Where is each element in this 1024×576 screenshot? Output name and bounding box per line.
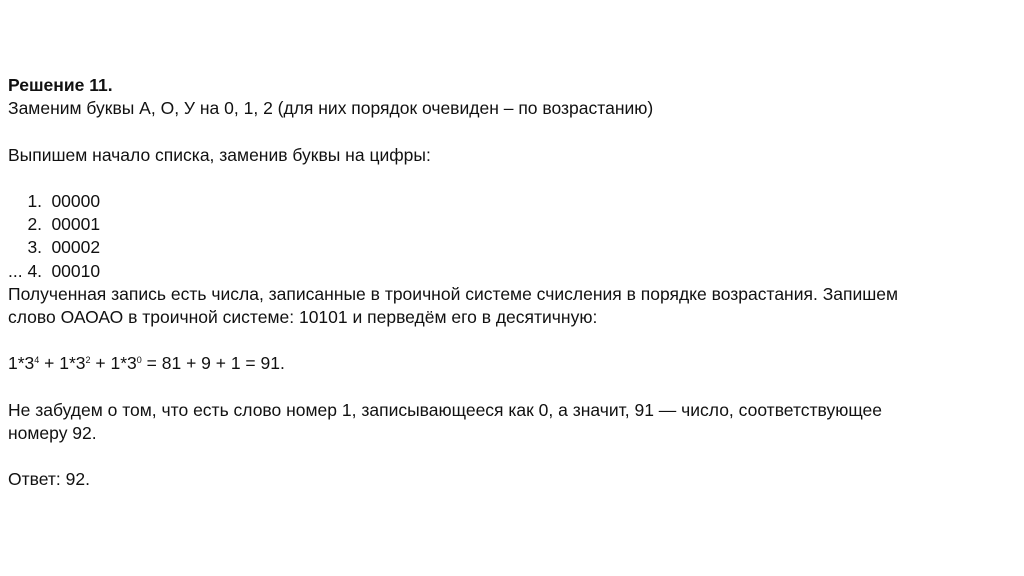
note-line-1: Не забудем о том, что есть слово номер 1, записывающееся как 0, а значит, 91 — число, соответствующее xyxy=(8,399,882,420)
list-ellipsis: ... xyxy=(8,260,23,281)
spacer xyxy=(8,375,1008,398)
intro-text: Заменим буквы А, О, У на 0, 1, 2 (для них порядок очевиден – по возрастанию) xyxy=(8,98,654,119)
formula xyxy=(8,352,1008,375)
list-item xyxy=(8,167,1008,211)
formula-exponent: 2 xyxy=(85,355,91,366)
list-item xyxy=(8,190,1008,235)
explanation-line-2: слово ОАОАО в троичной системе: 10101 и перведём его в десятичную: xyxy=(8,306,598,327)
list-item-number: 3. xyxy=(27,237,43,258)
solution-title: Решение 11. xyxy=(8,75,113,95)
explanation-line-1: Полученная запись есть числа, записанные в троичной системе счисления в порядке возрастания. Запишем xyxy=(8,283,899,304)
list-item-number: 1. xyxy=(27,190,43,211)
list-item-number: 2. xyxy=(27,214,43,235)
list-item-value: 00000 xyxy=(51,190,101,211)
spacer xyxy=(8,445,1008,468)
list-item xyxy=(8,236,1008,281)
formula-term: + 1*3 xyxy=(90,353,137,374)
formula-exponent: 0 xyxy=(136,355,142,366)
list-intro-text: Выпишем начало списка, заменив буквы на цифры: xyxy=(8,144,431,165)
list-item-number: 4. xyxy=(27,260,43,281)
formula-term: 1*3 xyxy=(8,353,35,374)
note-line-2: номеру 92. xyxy=(8,422,97,443)
formula-result: = 81 + 9 + 1 = 91. xyxy=(141,353,285,374)
formula-term: + 1*3 xyxy=(39,353,86,374)
list-item xyxy=(8,213,1008,258)
list-item-value: 00010 xyxy=(51,260,101,281)
formula-exponent: 4 xyxy=(34,355,40,366)
answer-text: Ответ: 92. xyxy=(8,469,90,490)
list-item-value: 00002 xyxy=(51,237,101,258)
spacer xyxy=(8,120,1008,143)
list-item-value: 00001 xyxy=(51,214,101,235)
spacer xyxy=(8,329,1008,352)
solution-slide xyxy=(8,74,1008,491)
